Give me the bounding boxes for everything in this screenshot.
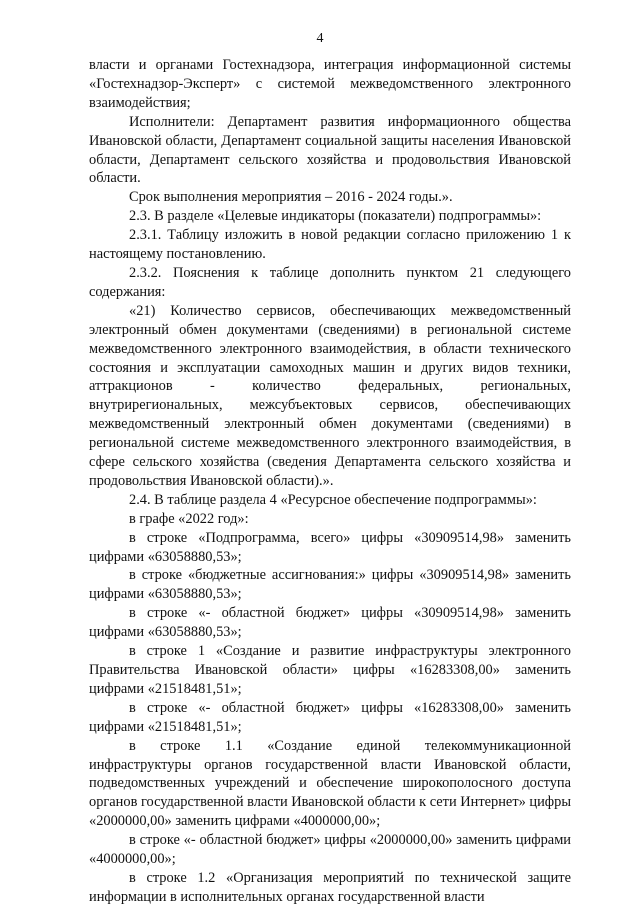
paragraph-2-3-1: 2.3.1. Таблицу изложить в новой редакции согласно приложению 1 к настоящему постановлению.: [89, 227, 571, 263]
paragraph-section-2-3: 2.3. В разделе «Целевые индикаторы (показатели) подпрограммы»:: [129, 208, 542, 225]
paragraph-row-1-1-regional-budget: в строке «- областной бюджет» цифры «2000000,00» заменить цифрами «4000000,00»;: [89, 832, 571, 868]
paragraph-deadline: Срок выполнения мероприятия – 2016 - 2024 годы.».: [129, 189, 453, 206]
paragraph-row-1: в строке 1 «Создание и развитие инфраструктуры электронного Правительства Ивановской области» цифры «16283308,00» заменить цифрами «21518481,51»;: [89, 643, 571, 697]
paragraph-executors: Исполнители: Департамент развития информационного общества Ивановской области, Департамент социальной защиты населения Ивановской области, Департамент сельского хозяйства и продовольствия Ивановской области.: [89, 113, 571, 187]
paragraph-column-2022: в графе «2022 год»:: [129, 510, 249, 527]
paragraph-row-1-regional-budget: в строке «- областной бюджет» цифры «16283308,00» заменить цифрами «21518481,51»;: [89, 699, 571, 735]
paragraph-row-budget-allocations: в строке «бюджетные ассигнования:» цифры «30909514,98» заменить цифрами «63058880,53»;: [89, 567, 571, 603]
paragraph-item-21: «21) Количество сервисов, обеспечивающих межведомственный электронный обмен документами (сведениями) в региональной системе межведомственного электронного взаимодействия, в области технического состояния и эксплуатации самоходных машин и других видов техники, аттракционов - количество федеральных, региональных, внутрирегиональных, межсубъектовых сервисов, обеспечивающих межведомственный электронный обмен документами (сведениями) в региональной системе межведомственного электронного взаимодействия, в сфере сельского хозяйства (сведения Департамента сельского хозяйства и продовольствия Ивановской области).».: [89, 302, 571, 489]
page-number: 4: [316, 31, 324, 46]
paragraph-row-subprogram-total: в строке «Подпрограмма, всего» цифры «30909514,98» заменить цифрами «63058880,53»;: [89, 529, 571, 565]
document-body: [89, 56, 571, 907]
paragraph-section-2-4: 2.4. В таблице раздела 4 «Ресурсное обеспечение подпрограммы»:: [129, 491, 537, 508]
paragraph-2-3-2: 2.3.2. Пояснения к таблице дополнить пунктом 21 следующего содержания:: [89, 264, 571, 300]
paragraph-row-1-1: в строке 1.1 «Создание единой телекоммуникационной инфраструктуры органов государственной власти Ивановской области, подведомственных учреждений и обеспечение широкополосного доступа органов государственной власти Ивановской области к сети Интернет» цифры «2000000,00» заменить цифрами «4000000,00»;: [89, 737, 571, 830]
paragraph-row-1-2: в строке 1.2 «Организация мероприятий по технической защите информации в исполнительных органах государственной власти: [89, 869, 571, 905]
paragraph-row-regional-budget: в строке «- областной бюджет» цифры «30909514,98» заменить цифрами «63058880,53»;: [89, 605, 571, 641]
paragraph-continuation: власти и органами Гостехнадзора, интеграция информационной системы «Гостехнадзор-Эксперт» с системой межведомственного электронного взаимодействия;: [89, 57, 571, 111]
